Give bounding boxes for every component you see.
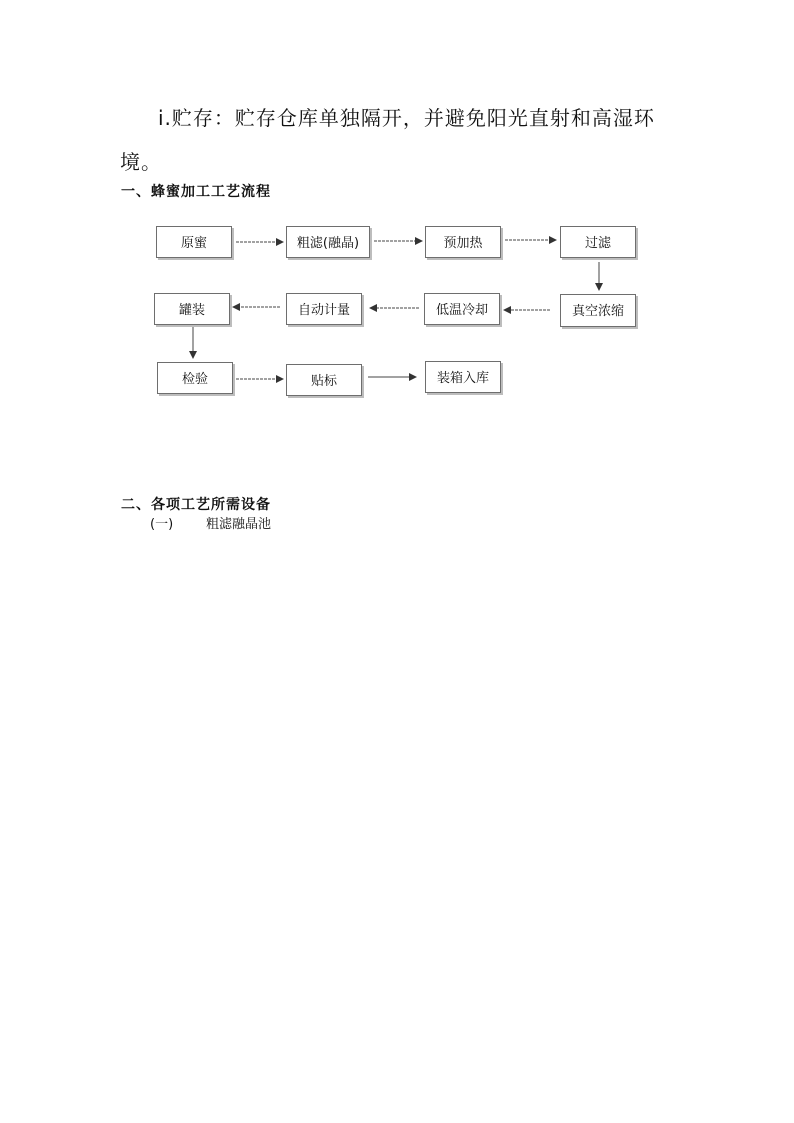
flow-box-low-temp-cool: 低温冷却: [424, 293, 500, 325]
flow-box-auto-metering: 自动计量: [286, 293, 362, 325]
flow-box-raw-honey: 原蜜: [156, 226, 232, 258]
flow-box-vacuum-concentrate: 真空浓缩: [560, 294, 636, 327]
section-heading-equipment: 二、各项工艺所需设备: [121, 497, 271, 513]
storage-paragraph: i.贮存：贮存仓库单独隔开，并避免阳光直射和高湿环境。: [120, 106, 655, 174]
flow-box-inspection: 检验: [157, 362, 233, 394]
subsection-number: (一): [150, 517, 174, 532]
flow-box-coarse-filter: 粗滤(融晶): [286, 226, 370, 258]
section-heading-process-flow: 一、蜂蜜加工工艺流程: [121, 184, 271, 200]
flow-box-labeling: 贴标: [286, 364, 362, 396]
subsection-coarse-filter-tank: [150, 513, 271, 532]
flow-box-preheat: 预加热: [425, 226, 501, 258]
flow-box-boxing-storage: 装箱入库: [425, 361, 501, 393]
flow-box-canning: 罐装: [154, 293, 230, 325]
flow-box-filter: 过滤: [560, 226, 636, 258]
subsection-title: 粗滤融晶池: [206, 517, 272, 532]
